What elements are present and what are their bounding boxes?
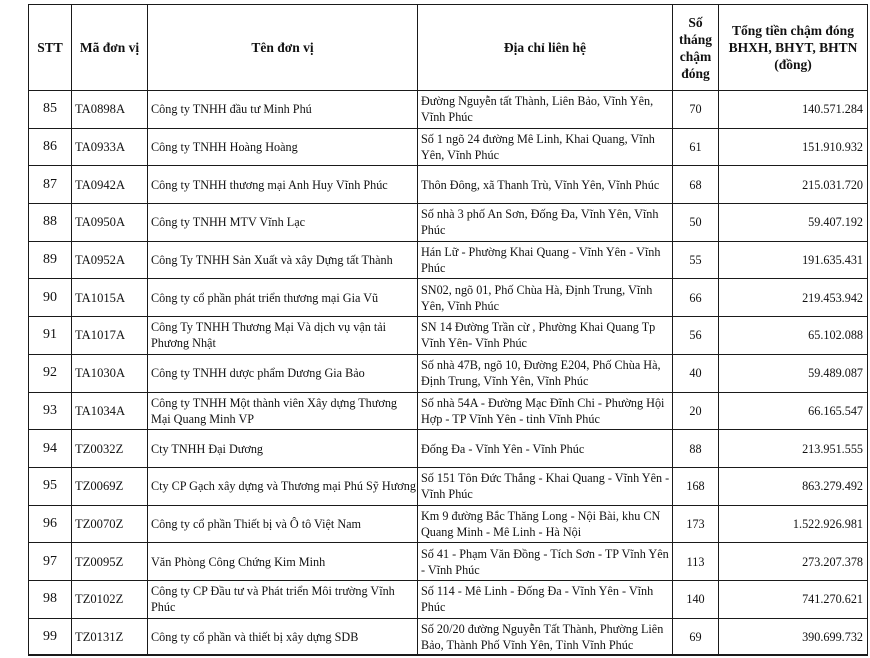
cell-months-late: 20 bbox=[673, 392, 719, 430]
cell-address: Số 151 Tôn Đức Thắng - Khai Quang - Vĩnh Yên - Vĩnh Phúc bbox=[418, 467, 673, 505]
cell-months-late: 40 bbox=[673, 354, 719, 392]
cell-unit-code: TZ0102Z bbox=[72, 580, 148, 618]
cell-total-amount: 65.102.088 bbox=[719, 317, 868, 355]
cell-stt: 86 bbox=[29, 128, 72, 166]
cell-address: Km 9 đường Bắc Thăng Long - Nội Bài, khu CN Quang Minh - Mê Linh - Hà Nội bbox=[418, 505, 673, 543]
cell-total-amount: 191.635.431 bbox=[719, 241, 868, 279]
cell-stt: 95 bbox=[29, 467, 72, 505]
table-row bbox=[29, 543, 868, 581]
cell-address: Đường Nguyễn tất Thành, Liên Bảo, Vĩnh Yên, Vĩnh Phúc bbox=[418, 91, 673, 129]
cell-unit-name: Công ty TNHH thương mại Anh Huy Vĩnh Phúc bbox=[148, 166, 418, 204]
cell-address: Hán Lữ - Phường Khai Quang - Vĩnh Yên - Vĩnh Phúc bbox=[418, 241, 673, 279]
cell-stt: 94 bbox=[29, 430, 72, 468]
table-row bbox=[29, 580, 868, 618]
cell-address: Số nhà 54A - Đường Mạc Đĩnh Chi - Phường Hội Hợp - TP Vĩnh Yên - tỉnh Vĩnh Phúc bbox=[418, 392, 673, 430]
cell-total-amount: 66.165.547 bbox=[719, 392, 868, 430]
cell-months-late: 70 bbox=[673, 91, 719, 129]
header-months-late: Số tháng chậm đóng bbox=[673, 5, 719, 91]
cell-months-late: 68 bbox=[673, 166, 719, 204]
cell-unit-code: TA0952A bbox=[72, 241, 148, 279]
cell-unit-name: Văn Phòng Công Chứng Kim Minh bbox=[148, 543, 418, 581]
cell-stt: 89 bbox=[29, 241, 72, 279]
cell-total-amount: 59.489.087 bbox=[719, 354, 868, 392]
cell-unit-name: Công ty CP Đầu tư và Phát triển Môi trường Vĩnh Phúc bbox=[148, 580, 418, 618]
table-row bbox=[29, 91, 868, 129]
table-row bbox=[29, 241, 868, 279]
cell-total-amount: 151.910.932 bbox=[719, 128, 868, 166]
cell-unit-name: Công ty TNHH Một thành viên Xây dựng Thương Mại Quang Minh VP bbox=[148, 392, 418, 430]
header-address: Địa chỉ liên hệ bbox=[418, 5, 673, 91]
table-row bbox=[29, 505, 868, 543]
cell-stt: 85 bbox=[29, 91, 72, 129]
cell-unit-name: Công ty TNHH MTV Vĩnh Lạc bbox=[148, 204, 418, 242]
cell-months-late: 113 bbox=[673, 543, 719, 581]
cell-total-amount: 863.279.492 bbox=[719, 467, 868, 505]
cell-months-late: 69 bbox=[673, 618, 719, 656]
table-row bbox=[29, 392, 868, 430]
table-row bbox=[29, 166, 868, 204]
cell-total-amount: 1.522.926.981 bbox=[719, 505, 868, 543]
cell-address: Số nhà 3 phố An Sơn, Đống Đa, Vĩnh Yên, Vĩnh Phúc bbox=[418, 204, 673, 242]
cell-unit-code: TA1030A bbox=[72, 354, 148, 392]
cell-total-amount: 273.207.378 bbox=[719, 543, 868, 581]
cell-address: Đống Đa - Vĩnh Yên - Vĩnh Phúc bbox=[418, 430, 673, 468]
cell-months-late: 56 bbox=[673, 317, 719, 355]
cell-stt: 98 bbox=[29, 580, 72, 618]
cell-unit-code: TA1034A bbox=[72, 392, 148, 430]
table-row bbox=[29, 204, 868, 242]
table-row bbox=[29, 128, 868, 166]
cell-address: Thôn Đông, xã Thanh Trù, Vĩnh Yên, Vĩnh Phúc bbox=[418, 166, 673, 204]
cell-stt: 91 bbox=[29, 317, 72, 355]
table-row bbox=[29, 317, 868, 355]
cell-months-late: 168 bbox=[673, 467, 719, 505]
cell-unit-code: TA0898A bbox=[72, 91, 148, 129]
cell-total-amount: 215.031.720 bbox=[719, 166, 868, 204]
cell-unit-name: Công ty cổ phần Thiết bị và Ô tô Việt Nam bbox=[148, 505, 418, 543]
cell-unit-code: TA0942A bbox=[72, 166, 148, 204]
cell-unit-name: Công Ty TNHH Thương Mại Và dịch vụ vận tải Phương Nhật bbox=[148, 317, 418, 355]
cell-unit-name: Cty TNHH Đại Dương bbox=[148, 430, 418, 468]
cell-unit-code: TZ0069Z bbox=[72, 467, 148, 505]
header-unit-name: Tên đơn vị bbox=[148, 5, 418, 91]
cell-stt: 92 bbox=[29, 354, 72, 392]
debt-table bbox=[28, 4, 868, 656]
cell-months-late: 55 bbox=[673, 241, 719, 279]
header-unit-code: Mã đơn vị bbox=[72, 5, 148, 91]
cell-address: Số 41 - Phạm Văn Đồng - Tích Sơn - TP Vĩnh Yên - Vĩnh Phúc bbox=[418, 543, 673, 581]
cell-months-late: 50 bbox=[673, 204, 719, 242]
cell-stt: 88 bbox=[29, 204, 72, 242]
cell-stt: 99 bbox=[29, 618, 72, 656]
cell-unit-code: TA1017A bbox=[72, 317, 148, 355]
cell-unit-code: TA0933A bbox=[72, 128, 148, 166]
cell-total-amount: 213.951.555 bbox=[719, 430, 868, 468]
cell-unit-name: Công ty TNHH Hoàng Hoàng bbox=[148, 128, 418, 166]
cell-address: Số 114 - Mê Linh - Đống Đa - Vĩnh Yên - Vĩnh Phúc bbox=[418, 580, 673, 618]
cell-stt: 87 bbox=[29, 166, 72, 204]
cell-total-amount: 390.699.732 bbox=[719, 618, 868, 656]
cell-address: Số 20/20 đường Nguyễn Tất Thành, Phường Liên Bảo, Thành Phố Vĩnh Yên, Tỉnh Vĩnh Phúc bbox=[418, 618, 673, 656]
cell-total-amount: 140.571.284 bbox=[719, 91, 868, 129]
cell-stt: 97 bbox=[29, 543, 72, 581]
cell-address: Số nhà 47B, ngõ 10, Đường E204, Phố Chùa Hà, Định Trung, Vĩnh Yên, Vĩnh Phúc bbox=[418, 354, 673, 392]
cell-unit-name: Công ty cổ phần phát triển thương mại Gia Vũ bbox=[148, 279, 418, 317]
cell-unit-name: Công ty TNHH đầu tư Minh Phú bbox=[148, 91, 418, 129]
cell-unit-code: TZ0070Z bbox=[72, 505, 148, 543]
cell-unit-name: Công Ty TNHH Sản Xuất và xây Dựng tất Thành bbox=[148, 241, 418, 279]
table-row bbox=[29, 279, 868, 317]
cell-address: SN02, ngõ 01, Phố Chùa Hà, Định Trung, Vĩnh Yên, Vĩnh Phúc bbox=[418, 279, 673, 317]
cell-stt: 93 bbox=[29, 392, 72, 430]
cell-months-late: 173 bbox=[673, 505, 719, 543]
table-bottom-border bbox=[28, 654, 867, 656]
cell-unit-code: TZ0131Z bbox=[72, 618, 148, 656]
debt-table-sheet bbox=[28, 4, 868, 656]
cell-unit-name: Cty CP Gạch xây dựng và Thương mại Phú Sỹ Hương bbox=[148, 467, 418, 505]
header-stt: STT bbox=[29, 5, 72, 91]
header-total-amount: Tổng tiền chậm đóng BHXH, BHYT, BHTN (đồng) bbox=[719, 5, 868, 91]
table-row bbox=[29, 467, 868, 505]
cell-unit-code: TZ0095Z bbox=[72, 543, 148, 581]
cell-unit-code: TZ0032Z bbox=[72, 430, 148, 468]
cell-months-late: 66 bbox=[673, 279, 719, 317]
table-row bbox=[29, 430, 868, 468]
cell-stt: 96 bbox=[29, 505, 72, 543]
cell-unit-name: Công ty cổ phần và thiết bị xây dựng SDB bbox=[148, 618, 418, 656]
cell-total-amount: 59.407.192 bbox=[719, 204, 868, 242]
cell-address: SN 14 Đường Trần cừ , Phường Khai Quang Tp Vĩnh Yên- Vĩnh Phúc bbox=[418, 317, 673, 355]
cell-unit-name: Công ty TNHH dược phẩm Dương Gia Bảo bbox=[148, 354, 418, 392]
cell-unit-code: TA1015A bbox=[72, 279, 148, 317]
cell-months-late: 61 bbox=[673, 128, 719, 166]
cell-months-late: 140 bbox=[673, 580, 719, 618]
table-row bbox=[29, 354, 868, 392]
cell-total-amount: 219.453.942 bbox=[719, 279, 868, 317]
table-header-row bbox=[29, 5, 868, 91]
cell-unit-code: TA0950A bbox=[72, 204, 148, 242]
cell-months-late: 88 bbox=[673, 430, 719, 468]
cell-address: Số 1 ngõ 24 đường Mê Linh, Khai Quang, Vĩnh Yên, Vĩnh Phúc bbox=[418, 128, 673, 166]
table-row bbox=[29, 618, 868, 656]
cell-total-amount: 741.270.621 bbox=[719, 580, 868, 618]
cell-stt: 90 bbox=[29, 279, 72, 317]
